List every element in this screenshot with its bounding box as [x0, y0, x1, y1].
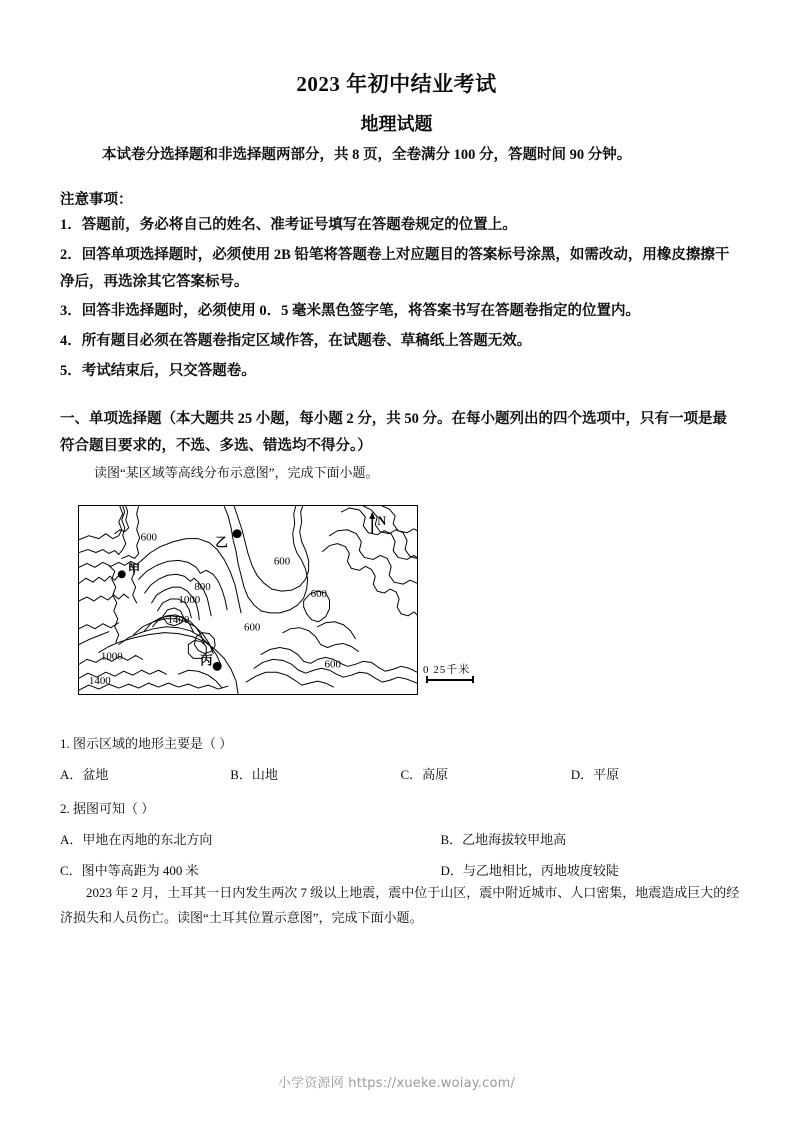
point-marker-jia [118, 562, 140, 578]
question-stem: 2. 据图可知（ ） [60, 801, 155, 816]
contour-label: 600 [244, 621, 261, 634]
notice-item: 4．所有题目必须在答题卷指定区域作答，在试题卷、草稿纸上答题无效。 [60, 333, 532, 350]
page-title: 2023 年初中结业考试 [296, 72, 497, 96]
north-arrow-icon [369, 512, 386, 534]
figure-intro-text: 读图“某区域等高线分布示意图”，完成下面小题。 [94, 465, 379, 480]
notice-heading: 注意事项： [60, 192, 133, 208]
question-options-row-2 [60, 860, 741, 882]
section-heading: 一、单项选择题（本大题共 25 小题，每小题 2 分，共 50 分。在每小题列出的四个选项中，只有一项是最符合题目要求的，不选、多选、错选均不得分。） [60, 411, 727, 454]
map-frame [78, 505, 418, 695]
scale-bar-text: 0 25千米 [423, 664, 471, 676]
contour-label: 600 [140, 531, 158, 544]
question-options [60, 764, 741, 786]
contour-map-figure [78, 505, 471, 695]
point-marker-yi [215, 529, 241, 549]
contour-label: 800 [194, 581, 211, 594]
contour-label: 1000 [178, 593, 201, 606]
notice-item: 5．考试结束后，只交答题卷。 [60, 363, 256, 380]
contour-label: 1000 [100, 650, 123, 663]
scale-bar-line [426, 679, 474, 681]
page-subtitle: 地理试题 [360, 114, 433, 134]
option-b[interactable]: B．山地 [230, 767, 278, 783]
option-b[interactable]: B．乙地海拔较甲地高 [440, 832, 567, 848]
question-options-row-1 [60, 829, 741, 851]
option-c[interactable]: C．高原 [400, 767, 449, 783]
passage-turkey-earthquake: 2023 年 2 月，土耳其一日内发生两次 7 级以上地震，震中位于山区，震中附近城市、人口密集，地震造成巨大的经济损失和人员伤亡。读图“土耳其位置示意图”，完成下面小题。 [60, 885, 740, 926]
exam-intro-line: 本试卷分选择题和非选择题两部分，共 8 页，全卷满分 100 分，答题时间 90 分钟。 [102, 147, 632, 163]
point-label-yi: 乙 [215, 535, 228, 550]
contour-label: 600 [273, 555, 291, 568]
contour-map-svg [79, 506, 417, 694]
question-1 [60, 733, 741, 795]
option-d[interactable]: D．与乙地相比，丙地坡度较陡 [440, 863, 619, 879]
notice-list [60, 212, 741, 388]
question-stem: 1. 图示区域的地形主要是（ ） [60, 736, 233, 751]
contour-label: 1400 [88, 675, 111, 688]
contour-label: 600 [310, 588, 328, 601]
footer-watermark: 小学资源网 https://xueke.woiay.com/ [277, 1076, 516, 1091]
option-a[interactable]: A．盆地 [60, 767, 109, 783]
notice-item: 3．回答非选择题时，必须使用 0．5 毫米黑色签字笔，将答案书写在答题卷指定的位置内。 [60, 303, 640, 320]
notice-item: 2．回答单项选择题时，必须使用 2B 铅笔将答题卷上对应题目的答案标号涂黑，如需改动，用橡皮擦擦干净后，再选涂其它答案标号。 [60, 246, 730, 290]
point-label-jia: 甲 [127, 562, 141, 577]
contour-label: 600 [324, 658, 341, 671]
map-scale-bar [423, 661, 513, 681]
notice-item: 1．答题前，务必将自己的姓名、准考证号填写在答题卷规定的位置上。 [60, 217, 517, 233]
north-label: N [377, 513, 387, 528]
point-marker-bing [200, 652, 221, 670]
option-d[interactable]: D．平原 [570, 767, 620, 783]
option-c[interactable]: C．图中等高距为 400 米 [60, 863, 199, 879]
option-a[interactable]: A．甲地在丙地的东北方向 [60, 832, 213, 848]
question-2 [60, 798, 741, 891]
contour-label: 1400 [167, 613, 190, 626]
point-label-bing: 丙 [200, 653, 213, 668]
